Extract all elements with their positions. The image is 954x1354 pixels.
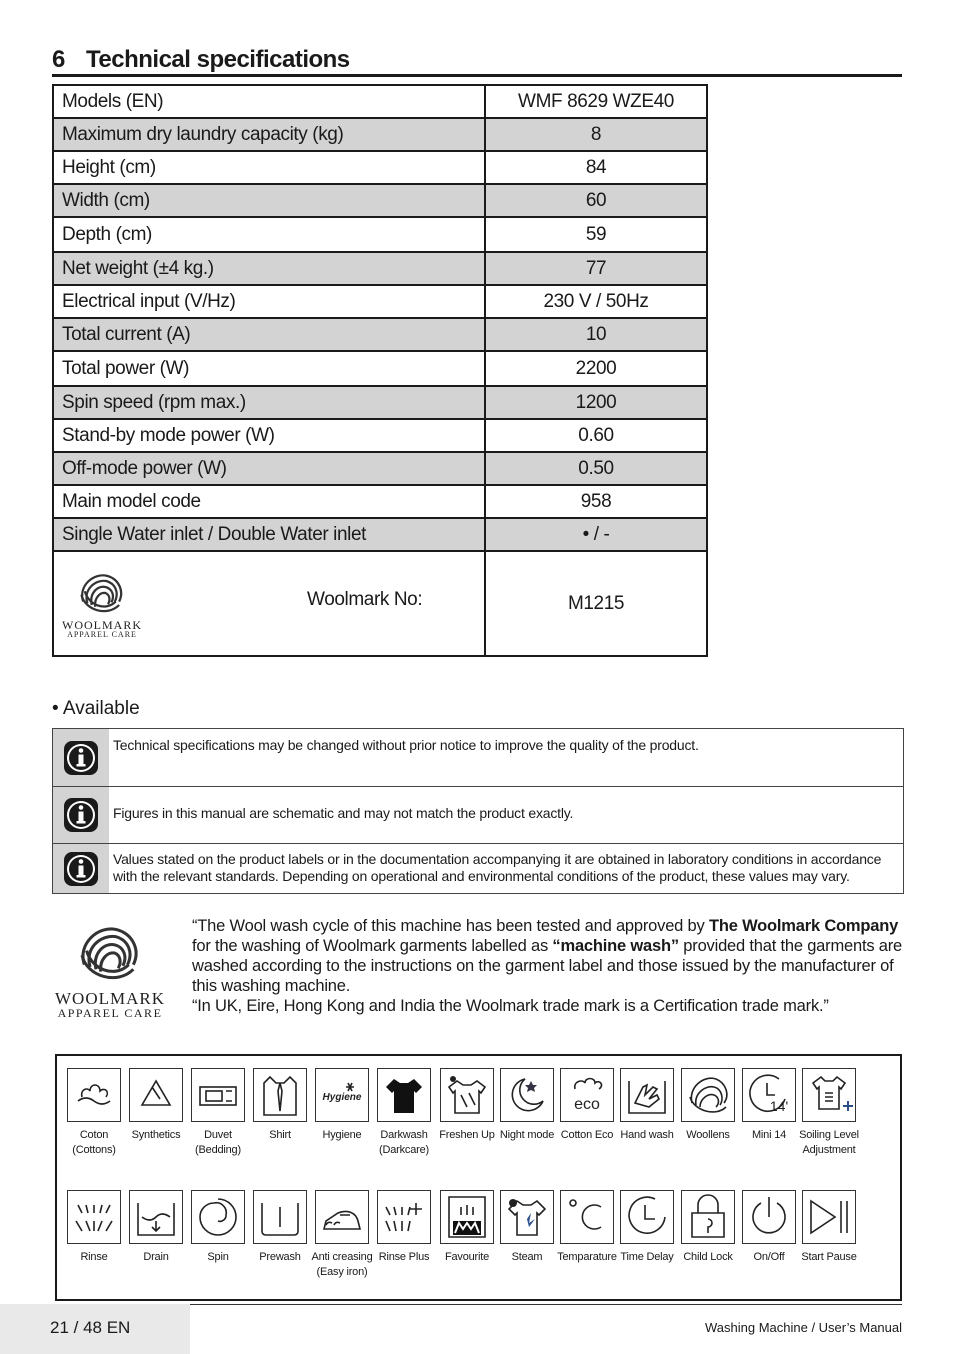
night-mode-icon [500,1068,554,1122]
hand-wash-icon [620,1068,674,1122]
manual-title: Washing Machine / User’s Manual [704,1320,902,1335]
trademark-note: “In UK, Eire, Hong Kong and India the Woolmark trade mark is a Certification trade mark.” [192,997,829,1015]
legend-label: Soiling Level Adjustment [799,1129,859,1156]
apparel-care-word: APPAREL CARE [57,1006,163,1020]
section-title-text: Technical specifications [86,46,350,73]
legend-label: Drain [143,1251,169,1263]
spec-value: 230 V / 50Hz [485,285,707,318]
legend-label: Hand wash [620,1129,674,1141]
spec-row [53,452,707,485]
woolmark-statement [52,916,902,1026]
info-icon-cell [53,729,109,786]
legend-item [493,1068,561,1143]
spec-row [53,151,707,184]
spec-value: 59 [485,217,707,252]
spec-value: 958 [485,485,707,518]
legend-label: Freshen Up [439,1129,495,1141]
legend-item [613,1190,681,1265]
legend-label: Rinse Plus [378,1251,430,1263]
legend-item [493,1190,561,1265]
spec-row [53,285,707,318]
mini-14-icon [742,1068,796,1122]
legend-item [184,1190,252,1265]
spec-row [53,217,707,252]
temperature-icon [560,1190,614,1244]
svg-text:Hygiene: Hygiene [322,1092,362,1103]
woolmark-row [53,551,707,656]
spec-label: Width (cm) [53,184,485,217]
woolmark-company-bold: The Woolmark Company [708,917,899,935]
start-pause-icon [802,1190,856,1244]
info-icon [63,740,99,776]
drain-icon [129,1190,183,1244]
legend-label: Woollens [686,1129,730,1141]
legend-label: Steam [511,1251,543,1263]
woolmark-logo [62,569,142,639]
legend-item [60,1190,128,1265]
legend-item [674,1190,742,1265]
woolmark-word: WOOLMARK [62,618,142,632]
cotton-icon [67,1068,121,1122]
woollens-icon [681,1068,735,1122]
spec-value: 0.50 [485,452,707,485]
woolmark-logo-large [52,920,168,1019]
legend-label: Favourite [444,1251,490,1263]
legend-label: Synthetics [131,1129,181,1141]
notes-box [52,728,904,894]
legend-item [308,1190,376,1280]
wool-text-part: for the washing of Woolmark garments labelled as [192,937,553,955]
spec-table [52,84,708,657]
svg-text:14': 14' [769,1098,789,1114]
spec-label: Spin speed (rpm max.) [53,386,485,419]
woolmark-icon [76,569,128,617]
freshen-up-icon [440,1068,494,1122]
spec-row [53,318,707,351]
steam-icon [500,1190,554,1244]
spec-label: Depth (cm) [53,217,485,252]
cotton-eco-icon [560,1068,614,1122]
legend-item [246,1068,314,1143]
legend-item [370,1190,438,1265]
woolmark-label-cell [53,551,485,656]
shirt-icon [253,1068,307,1122]
legend-item [674,1068,742,1143]
note-text: Figures in this manual are schematic and may not match the product exactly. [113,805,574,821]
available-legend: • Available [52,698,140,719]
darkwash-icon [377,1068,431,1122]
page-number: 21 / 48 EN [50,1318,131,1337]
spec-label: Maximum dry laundry capacity (kg) [53,118,485,151]
power-icon [742,1190,796,1244]
spec-label: Models (EN) [53,85,485,118]
legend-item [433,1068,501,1143]
spec-row [53,518,707,551]
spec-label: Single Water inlet / Double Water inlet [53,518,485,551]
legend-label: Child Lock [683,1251,733,1263]
duvet-icon [191,1068,245,1122]
woolmark-paragraph [192,916,904,1016]
woolmark-word: WOOLMARK [55,989,165,1008]
spec-row [53,252,707,285]
prewash-icon [253,1190,307,1244]
legend-label: Darkwash (Darkcare) [379,1129,429,1156]
child-lock-icon [681,1190,735,1244]
legend-item [60,1068,128,1158]
legend-item [613,1068,681,1143]
soiling-level-icon [802,1068,856,1122]
legend-item [370,1068,438,1158]
legend-label: Rinse [80,1251,108,1263]
section-title [52,46,902,77]
spin-icon [191,1190,245,1244]
note-row [53,787,903,844]
hygiene-icon [315,1068,369,1122]
spec-value: 10 [485,318,707,351]
legend-label: Start Pause [801,1251,857,1263]
legend-label: Anti creasing (Easy iron) [311,1251,373,1278]
section-number: 6 [52,46,65,73]
wool-text-part: provided that the garments are washed according to the instructions on the garment label and those issued by the manufacturer of this washing machine. [192,937,903,995]
program-icon-legend [55,1054,902,1301]
spec-row [53,351,707,386]
note-text: Technical specifications may be changed without prior notice to improve the quality of the product. [113,737,699,753]
legend-label: Duvet (Bedding) [195,1129,241,1156]
legend-item [122,1068,190,1143]
spec-row [53,118,707,151]
spec-label: Off-mode power (W) [53,452,485,485]
legend-label: Temparature [557,1251,617,1263]
spec-value: WMF 8629 WZE40 [485,85,707,118]
legend-label: Shirt [269,1129,291,1141]
woolmark-no-value: M1215 [485,551,707,656]
footer-divider [190,1304,902,1305]
rinse-plus-icon [377,1190,431,1244]
spec-value: 2200 [485,351,707,386]
legend-label: Spin [207,1251,229,1263]
spec-value: 60 [485,184,707,217]
legend-item [553,1190,621,1265]
note-row [53,729,903,787]
note-row [53,844,903,893]
legend-label: Time Delay [620,1251,674,1263]
legend-label: Prewash [259,1251,301,1263]
legend-item [246,1190,314,1265]
spec-value: 0.60 [485,419,707,452]
apparel-care-word: APPAREL CARE [67,630,137,639]
legend-item [735,1190,803,1265]
info-icon [63,851,99,887]
legend-label: Cotton Eco [560,1129,614,1141]
spec-value: • / - [485,518,707,551]
info-icon-cell [53,787,109,843]
spec-label: Electrical input (V/Hz) [53,285,485,318]
legend-item [735,1068,803,1143]
spec-label: Main model code [53,485,485,518]
spec-label: Height (cm) [53,151,485,184]
time-delay-icon [620,1190,674,1244]
spec-row [53,184,707,217]
legend-item [184,1068,252,1158]
machine-wash-bold: “machine wash” [552,937,679,955]
legend-item [795,1068,863,1158]
woolmark-no-label: Woolmark No: [307,589,423,610]
legend-label: On/Off [753,1251,785,1263]
favourite-icon [440,1190,494,1244]
info-icon [63,797,99,833]
legend-label: Mini 14 [751,1129,787,1141]
spec-row [53,85,707,118]
spec-label: Total current (A) [53,318,485,351]
spec-row [53,419,707,452]
spec-label: Net weight (±4 kg.) [53,252,485,285]
legend-item [795,1190,863,1265]
legend-label: Hygiene [322,1129,362,1141]
spec-row [53,485,707,518]
synthetics-icon [129,1068,183,1122]
legend-item [308,1068,376,1143]
info-icon-cell [53,844,109,893]
svg-text:eco: eco [574,1096,600,1113]
spec-label: Stand-by mode power (W) [53,419,485,452]
spec-label: Total power (W) [53,351,485,386]
legend-item [433,1190,501,1265]
spec-row [53,386,707,419]
legend-item [122,1190,190,1265]
spec-value: 77 [485,252,707,285]
iron-icon [315,1190,369,1244]
spec-value: 84 [485,151,707,184]
woolmark-icon [75,920,145,986]
note-text: Values stated on the product labels or in the documentation accompanying it are obtained in laboratory conditions in accordance with the relevant standards. Depending on operational and environmental conditions of the product, these values may vary. [113,851,882,884]
legend-label: Coton (Cottons) [72,1129,116,1156]
rinse-icon [67,1190,121,1244]
legend-label: Night mode [499,1129,555,1141]
legend-item [553,1068,621,1143]
spec-value: 8 [485,118,707,151]
spec-value: 1200 [485,386,707,419]
wool-text-part: “The Wool wash cycle of this machine has been tested and approved by [192,917,709,935]
